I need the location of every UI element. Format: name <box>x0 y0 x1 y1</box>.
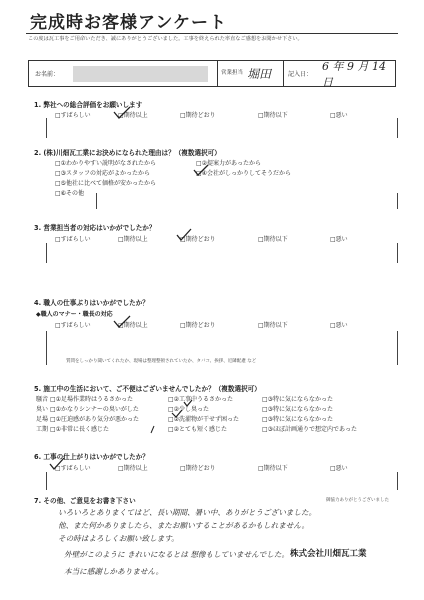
q3-checkmark-icon <box>175 228 193 242</box>
q2-option-6[interactable]: □⑥その他 <box>55 190 85 197</box>
q1-option-4[interactable]: □期待以下 <box>258 112 288 119</box>
q4-checkmark-icon <box>112 315 132 329</box>
info-box <box>28 60 396 87</box>
q5-row-label: 騒音 <box>36 396 49 403</box>
q4-note: 質問をしっかり聞いてくれたか、現場は整理整頓されていたか、タバコ、挨拶、近隣配慮 など <box>66 359 257 364</box>
q6-option-1[interactable]: □すばらしい <box>55 465 91 472</box>
name-label: お名前： <box>35 71 60 78</box>
q5-title: 5. 施工中の生活において、ご不便はございませんでしたか？（複数選択可） <box>34 385 261 393</box>
q5-option[interactable]: □①圧迫感があり気分が悪かった <box>50 416 140 423</box>
sales-label: 営業担当 <box>221 70 244 76</box>
q4-title: 4. 職人の仕事ぶりはいかがでしたか？ <box>34 299 149 307</box>
q1-option-5[interactable]: □悪い <box>330 112 348 119</box>
q2-option-2[interactable]: □②提案力があったから <box>196 160 261 167</box>
q5-option[interactable]: □②洗濯物が干せず困った <box>168 416 240 423</box>
q6-option-2[interactable]: □期待以上 <box>118 465 148 472</box>
q5-checkmark-icons <box>150 399 270 435</box>
q3-option-4[interactable]: □期待以下 <box>258 236 288 243</box>
q5-option[interactable]: □③ほぼ計画通りで想定内であった <box>262 426 357 433</box>
date-label: 記入日： <box>288 71 313 78</box>
q3-title: 3. 営業担当者の対応はいかがでしたか？ <box>34 224 156 232</box>
q1-option-3[interactable]: □期待どおり <box>180 112 216 119</box>
q1-option-2[interactable]: □期待以上 <box>118 112 148 119</box>
q2-option-1[interactable]: □①わかりやすい説明がなされたから <box>55 160 157 167</box>
q5-row-label: 工期 <box>36 426 49 433</box>
q7-title: 7. その他、ご意見をお書き下さい <box>34 497 136 505</box>
q1-option-1[interactable]: □すばらしい <box>55 112 91 119</box>
page-subtitle: この度は瓦工事をご用命いただき、誠にありがとうございました。工事を終えられた率直なご感想をお聞かせ下さい。 <box>28 36 303 42</box>
q5-option[interactable]: □③特に気にならなかった <box>262 396 334 403</box>
company-stamp: 株式会社川畑瓦工業 <box>290 549 367 559</box>
q5-option[interactable]: □②少し臭った <box>168 406 210 413</box>
q7-comment-line: 本当に感謝しかありません。 <box>64 567 164 576</box>
q5-option[interactable]: □①非常に長く感じた <box>50 426 110 433</box>
q1-title: 1. 弊社への総合評価をお願いします <box>34 101 143 109</box>
q2-other-area[interactable] <box>96 193 398 209</box>
q6-checkmark-icon <box>49 457 65 471</box>
date-value[interactable]: 6 年 9 月 14 日 <box>322 59 386 89</box>
q2-title: 2. (株)川畑瓦工業にお決めになられた理由は？（複数選択可） <box>34 149 221 157</box>
q6-option-5[interactable]: □悪い <box>330 465 348 472</box>
q2-option-3[interactable]: □③スタッフの対応がよかったから <box>55 170 151 177</box>
q6-option-4[interactable]: □期待以下 <box>258 465 288 472</box>
q6-title: 6. 工事の仕上がりはいかがでしたか？ <box>34 453 149 461</box>
q5-option[interactable]: □②工事中うるさかった <box>168 396 234 403</box>
q5-row-label: 足場 <box>36 416 49 423</box>
q3-option-3[interactable]: □期待どおり <box>180 236 216 243</box>
name-field[interactable] <box>73 61 213 86</box>
q7-comment-line: 他、また何かありましたら、またお願いすることがあるかもしれません。 <box>58 521 310 530</box>
q3-comment-area[interactable] <box>46 243 398 263</box>
q2-option-4[interactable]: □④会社がしっかりしてそうだから <box>196 170 292 177</box>
title-underline <box>26 33 398 34</box>
q7-comment-line: 外壁がこのように きれいになるとは 想像もしていませんでした。 <box>64 550 290 559</box>
page-title: 完成時お客様アンケート <box>30 13 227 33</box>
q3-option-1[interactable]: □すばらしい <box>55 236 91 243</box>
q5-row-label: 臭い <box>36 406 49 413</box>
q4-option-3[interactable]: □期待どおり <box>180 322 216 329</box>
q1-comment-area[interactable] <box>46 118 398 138</box>
q5-option[interactable]: □③特に気にならなかった <box>262 406 334 413</box>
q5-option[interactable]: □②とても短く感じた <box>168 426 228 433</box>
q4-option-5[interactable]: □悪い <box>330 322 348 329</box>
q5-option[interactable]: □③特に気にならなかった <box>262 416 334 423</box>
q4-option-2[interactable]: □期待以上 <box>118 322 148 329</box>
name-redaction <box>73 66 208 82</box>
q7-thanks: 御協力ありがとうございました <box>326 498 389 503</box>
q3-option-5[interactable]: □悪い <box>330 236 348 243</box>
q6-option-3[interactable]: □期待どおり <box>180 465 216 472</box>
q7-comment-line: いろいろとありまくてはど、長い期間、暑い中、ありがとうございました。 <box>58 508 317 517</box>
q4-option-1[interactable]: □すばらしい <box>55 322 91 329</box>
q6-comment-area[interactable] <box>46 472 398 490</box>
q7-comment-line: その時はよろしくお願い致します。 <box>58 534 179 543</box>
q3-option-2[interactable]: □期待以上 <box>118 236 148 243</box>
q4-subtitle: ◆職人のマナー・職長の対応 <box>36 311 113 318</box>
q5-option[interactable]: □①かなりシンナーの臭いがした <box>50 406 139 413</box>
q2-option-5[interactable]: □⑤他社に比べて価格が安かったから <box>55 180 157 187</box>
q2-checkmark-icon <box>193 164 209 177</box>
q5-option[interactable]: □①足場作業時はうるさかった <box>50 396 134 403</box>
q4-option-4[interactable]: □期待以下 <box>258 322 288 329</box>
sales-value[interactable]: 堀田 <box>247 67 272 81</box>
